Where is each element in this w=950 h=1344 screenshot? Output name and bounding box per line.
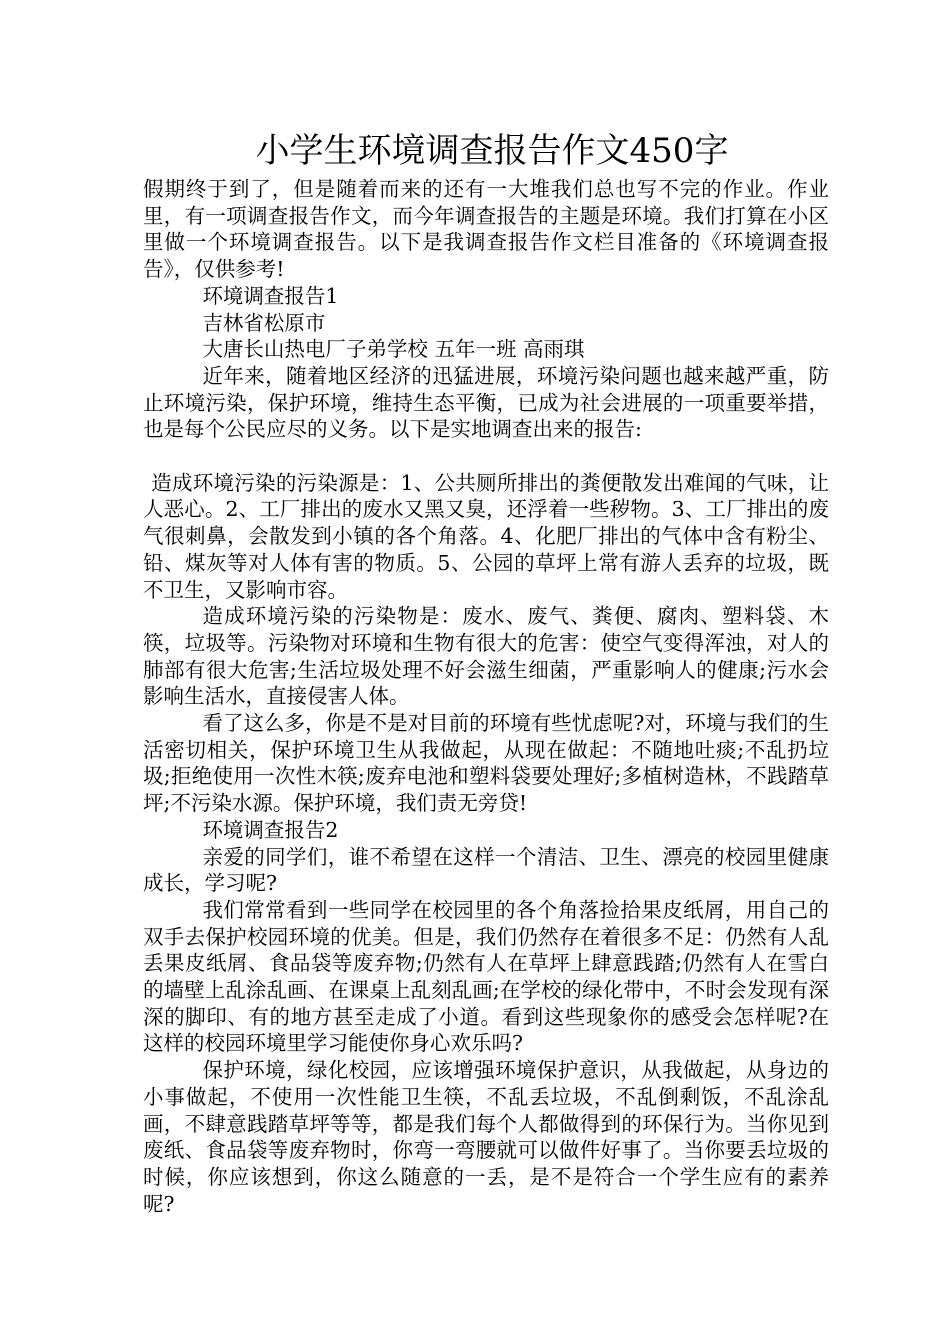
report-2-paragraph: 我们常常看到一些同学在校园里的各个角落捡拾果皮纸屑，用自己的双手去保护校园环境的优美。但是，我们仍然存在着很多不足：仍然有人乱丢果皮纸屑、食品袋等废弃物;仍然有人在草坪上肆意践踏;仍然有人在雪白的墙壁上乱涂乱画、在课桌上乱刻乱画;在学校的绿化带中，不时会发现有深深的脚印、有的地方甚至走成了小道。看到这些现象你的感受会怎样呢?在这样的校园环境里学习能使你身心欢乐吗? [143,897,829,1056]
report-1-location: 吉林省松原市 [202,310,326,335]
document-body [143,176,829,1217]
report-2-heading: 环境调查报告2 [202,817,339,842]
report-1-paragraph: 近年来，随着地区经济的迅猛进展，环境污染问题也越来越严重，防止环境污染，保护环境，维持生态平衡，已成为社会进展的一项重要举措，也是每个公民应尽的义务。以下是实地调查出来的报告: [143,363,829,442]
report-1-paragraph: 造成环境污染的污染源是：1、公共厕所排出的粪便散发出难闻的气味，让人恶心。2、工厂排出的废水又黑又臭，还浮着一些秽物。3、工厂排出的废气很刺鼻，会散发到小镇的各个角落。4、化肥厂排出的气体中含有粉尘、铅、煤灰等对人体有害的物质。5、公园的草坪上常有游人丢弃的垃圾，既不卫生，又影响市容。 [143,470,829,602]
report-2-paragraph: 保护环境，绿化校园，应该增强环境保护意识，从我做起，从身边的小事做起，不使用一次性能卫生筷，不乱丢垃圾，不乱倒剩饭，不乱涂乱画，不肆意践踏草坪等等，都是我们每个人都做得到的环保行为。当你见到废纸、食品袋等废弃物时，你弯一弯腰就可以做件好事了。当你要丢垃圾的时候，你应该想到，你这么随意的一丢，是不是符合一个学生应有的素养呢? [143,1058,829,1216]
report-1-heading: 环境调查报告1 [202,283,339,308]
document-title: 小学生环境调查报告作文450字 [255,131,729,171]
report-2-paragraph: 亲爱的同学们，谁不希望在这样一个清洁、卫生、漂亮的校园里健康成长，学习呢? [143,844,829,896]
intro-paragraph: 假期终于到了，但是随着而来的还有一大堆我们总也写不完的作业。作业里，有一项调查报告作文，而今年调查报告的主题是环境。我们打算在小区里做一个环境调查报告。以下是我调查报告作文栏目准备的《环境调查报告》，仅供参考! [143,177,829,282]
report-1-author: 大唐长山热电厂子弟学校 五年一班 高雨琪 [202,337,585,362]
report-1-paragraph: 造成环境污染的污染物是：废水、废气、粪便、腐肉、塑料袋、木筷，垃圾等。污染物对环境和生物有很大的危害：使空气变得浑浊，对人的肺部有很大危害;生活垃圾处理不好会滋生细菌，严重影响人的健康;污水会影响生活水，直接侵害人体。 [143,604,829,709]
blank-line [143,443,829,470]
document-page [143,126,829,1217]
report-1-paragraph: 看了这么多，你是不是对目前的环境有些忧虑呢?对，环境与我们的生活密切相关，保护环境卫生从我做起，从现在做起：不随地吐痰;不乱扔垃圾;拒绝使用一次性木筷;废弃电池和塑料袋要处理好;多植树造林，不践踏草坪;不污染水源。保护环境，我们责无旁贷! [143,711,829,816]
